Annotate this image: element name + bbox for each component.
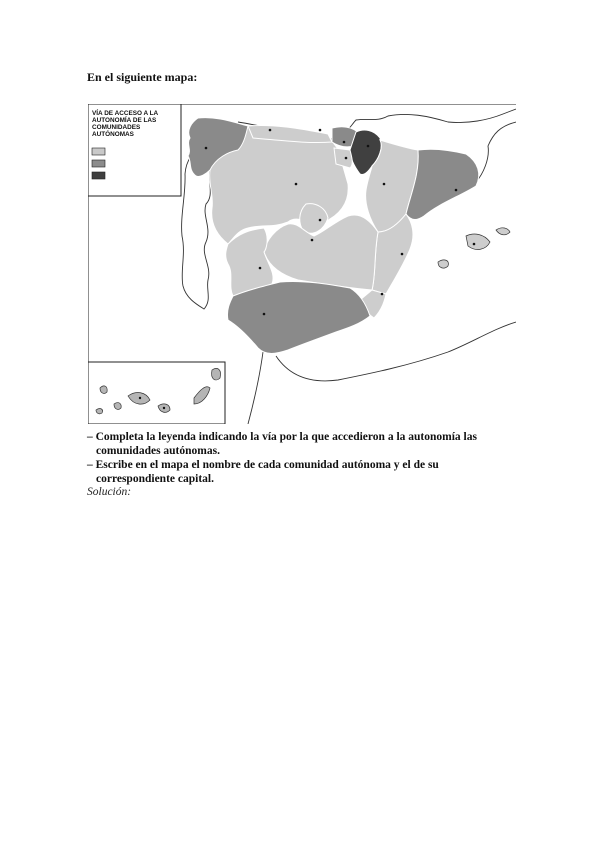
legend-title-line-2: AUTONOMÍA DE LAS (92, 117, 157, 124)
ibiza (438, 260, 448, 268)
capital-dot-santa-cruz (139, 397, 141, 399)
capital-dot-zaragoza (383, 183, 386, 186)
africa-west-coast (248, 352, 263, 424)
capital-dot-valladolid (295, 183, 298, 186)
capital-dot-vitoria (343, 141, 346, 144)
instructions-list (87, 430, 517, 486)
menorca (496, 228, 510, 235)
legend-swatch-medium[interactable] (92, 160, 105, 167)
map-svg (88, 104, 516, 424)
capital-dot-merida (259, 267, 262, 270)
capital-dot-madrid (319, 219, 322, 222)
capital-dot-palma (473, 243, 476, 246)
legend-title-line-1: VÍA DE ACCESO A LA (92, 110, 159, 117)
island-el-hierro (96, 409, 103, 414)
capital-dot-murcia (381, 293, 384, 296)
legend-swatch-light[interactable] (92, 148, 105, 155)
legend-title-line-3: COMUNIDADES (92, 124, 141, 131)
solucion-label: Solución: (87, 486, 132, 498)
island-la-palma (100, 386, 107, 393)
andalucia (227, 281, 370, 353)
mallorca (466, 234, 490, 249)
capital-dot-oviedo (269, 129, 272, 132)
capital-dot-valencia (401, 253, 404, 256)
island-la-gomera (114, 403, 121, 410)
capital-dot-barcelona (455, 189, 458, 192)
exercise-heading: En el siguiente mapa: (87, 70, 198, 84)
spain-autonomy-map (88, 104, 516, 424)
legend-title-line-4: AUTÓNOMAS (92, 131, 134, 138)
instruction-legend: – Completa la leyenda indicando la vía por la que accedieron a la autonomía las comunidades autónomas. (87, 431, 477, 457)
capital-dot-sevilla (263, 313, 266, 316)
capital-dot-toledo (311, 239, 314, 242)
island-lanzarote (212, 368, 221, 380)
capital-dot-las-palmas (163, 407, 165, 409)
france-med-coast (476, 122, 516, 182)
capital-dot-santander (319, 129, 322, 132)
capital-dot-logrono (345, 157, 348, 160)
legend-swatch-dark[interactable] (92, 172, 105, 179)
capital-dot-santiago (205, 147, 208, 150)
capital-dot-pamplona (367, 145, 370, 148)
instruction-names: – Escribe en el mapa el nombre de cada comunidad autónoma y el de su correspondiente capital. (87, 459, 439, 485)
